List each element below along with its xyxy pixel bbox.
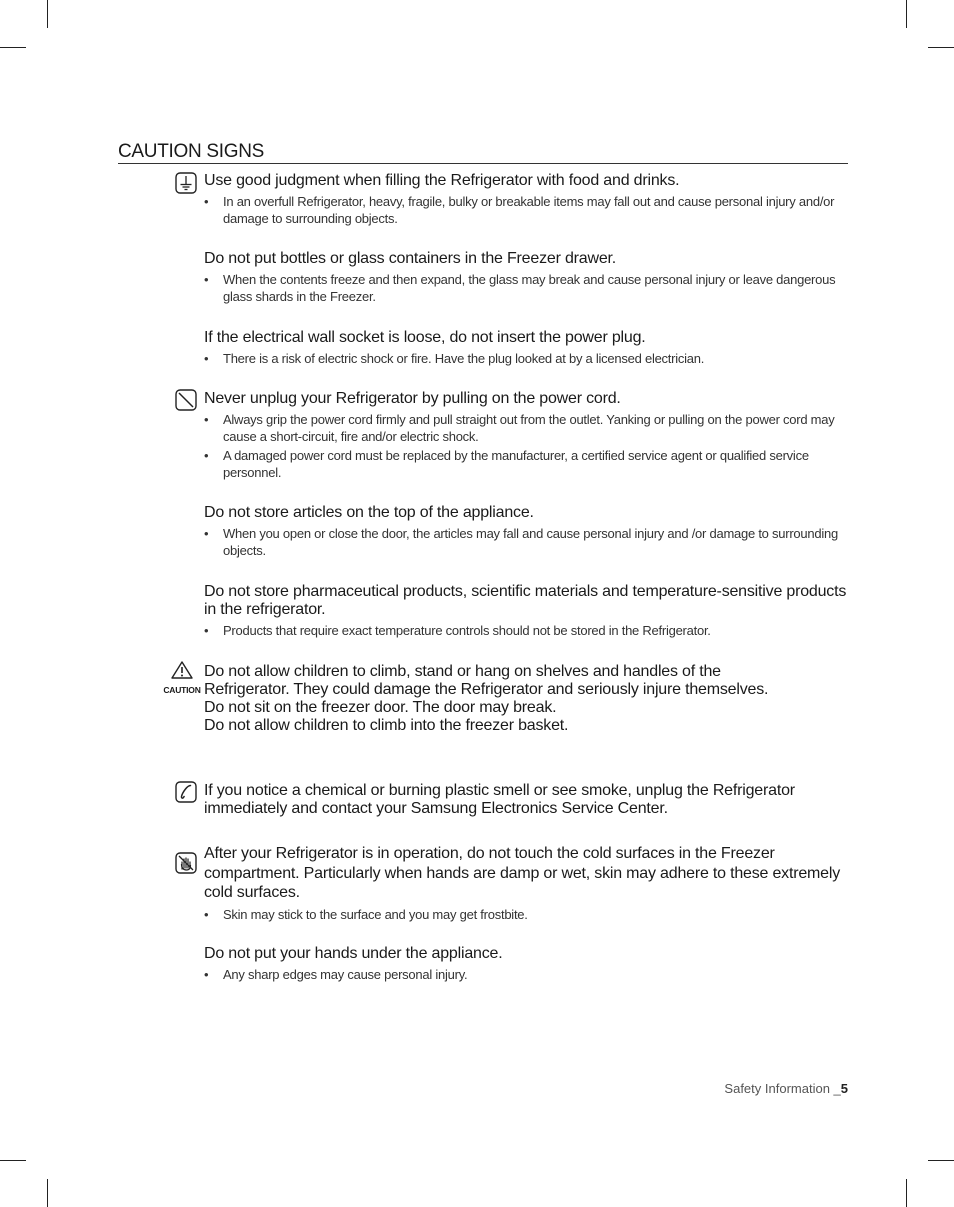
caution-label: CAUTION bbox=[163, 685, 201, 695]
crop-mark bbox=[906, 0, 907, 28]
block-heading: Use good judgment when filling the Refrigerator with food and drinks. bbox=[204, 172, 680, 189]
caution-triangle-icon bbox=[171, 661, 193, 679]
block-heading: Do not store articles on the top of the appliance. bbox=[204, 504, 534, 521]
caution-block bbox=[204, 583, 852, 643]
block-heading: After your Refrigerator is in operation, do not touch the cold surfaces in the Freezer compartment. Particularly when hands are damp or wet, skin may adhere to these extremely cold surfaces. bbox=[204, 845, 841, 901]
crop-mark bbox=[0, 1160, 26, 1161]
block-heading: Do not put your hands under the appliance. bbox=[204, 945, 503, 962]
list-item: • Skin may stick to the surface and you may get frostbite. bbox=[204, 906, 528, 922]
caution-block bbox=[204, 172, 852, 230]
prohibition-icon bbox=[175, 389, 197, 411]
ground-symbol-icon bbox=[175, 172, 197, 194]
page-footer bbox=[724, 1081, 848, 1096]
block-heading: If you notice a chemical or burning plastic smell or see smoke, unplug the Refrigerator immediately and contact your Samsung Electronics Service Center. bbox=[204, 782, 795, 817]
block-heading-line: Do not allow children to climb into the freezer basket. bbox=[204, 717, 569, 734]
crop-mark bbox=[928, 1160, 954, 1161]
caution-block bbox=[204, 250, 852, 308]
block-heading: Never unplug your Refrigerator by pulling on the power cord. bbox=[204, 390, 621, 407]
list-item: • When you open or close the door, the articles may fall and cause personal injury and /or damage to surrounding objects. bbox=[204, 526, 838, 558]
list-item: • A damaged power cord must be replaced by the manufacturer, a certified service agent or qualified service personnel. bbox=[204, 448, 809, 480]
caution-block bbox=[204, 390, 852, 484]
no-touch-icon bbox=[175, 852, 197, 874]
block-heading-line: Refrigerator. They could damage the Refrigerator and seriously injure themselves. bbox=[204, 681, 769, 698]
block-heading: Do not store pharmaceutical products, scientific materials and temperature-sensitive products in the refrigerator. bbox=[204, 583, 847, 618]
caution-block bbox=[204, 663, 864, 735]
phone-icon bbox=[175, 781, 197, 803]
caution-block bbox=[204, 844, 844, 926]
crop-mark bbox=[47, 0, 48, 28]
caution-block bbox=[204, 329, 852, 371]
caution-block bbox=[204, 782, 864, 818]
caution-block bbox=[204, 504, 852, 562]
block-heading: Do not put bottles or glass containers in the Freezer drawer. bbox=[204, 250, 617, 267]
block-heading-line: Do not allow children to climb, stand or hang on shelves and handles of the bbox=[204, 663, 721, 680]
crop-mark bbox=[47, 1179, 48, 1207]
footer-text: Safety Information _ bbox=[724, 1081, 841, 1096]
list-item: • Any sharp edges may cause personal injury. bbox=[204, 967, 468, 982]
crop-mark bbox=[0, 47, 26, 48]
list-item: • There is a risk of electric shock or fire. Have the plug looked at by a licensed electrician. bbox=[204, 351, 705, 366]
list-item: • When the contents freeze and then expand, the glass may break and cause personal injury or leave dangerous glass shards in the Freezer. bbox=[204, 272, 836, 304]
crop-mark bbox=[928, 47, 954, 48]
section-title: CAUTION SIGNS bbox=[118, 141, 265, 162]
list-item: • Always grip the power cord firmly and pull straight out from the outlet. Yanking or pulling on the power cord may cause a short-circuit, fire and/or electric shock. bbox=[204, 412, 835, 444]
title-rule bbox=[118, 163, 848, 164]
list-item: • Products that require exact temperature controls should not be stored in the Refrigerator. bbox=[204, 623, 711, 638]
page-number: 5 bbox=[840, 1081, 848, 1096]
caution-badge bbox=[160, 661, 204, 695]
crop-mark bbox=[906, 1179, 907, 1207]
caution-block bbox=[204, 945, 852, 987]
list-item: • In an overfull Refrigerator, heavy, fragile, bulky or breakable items may fall out and cause personal injury and/or damage to surrounding objects. bbox=[204, 194, 835, 226]
block-heading: If the electrical wall socket is loose, do not insert the power plug. bbox=[204, 329, 646, 346]
block-heading-line: Do not sit on the freezer door. The door may break. bbox=[204, 699, 557, 716]
